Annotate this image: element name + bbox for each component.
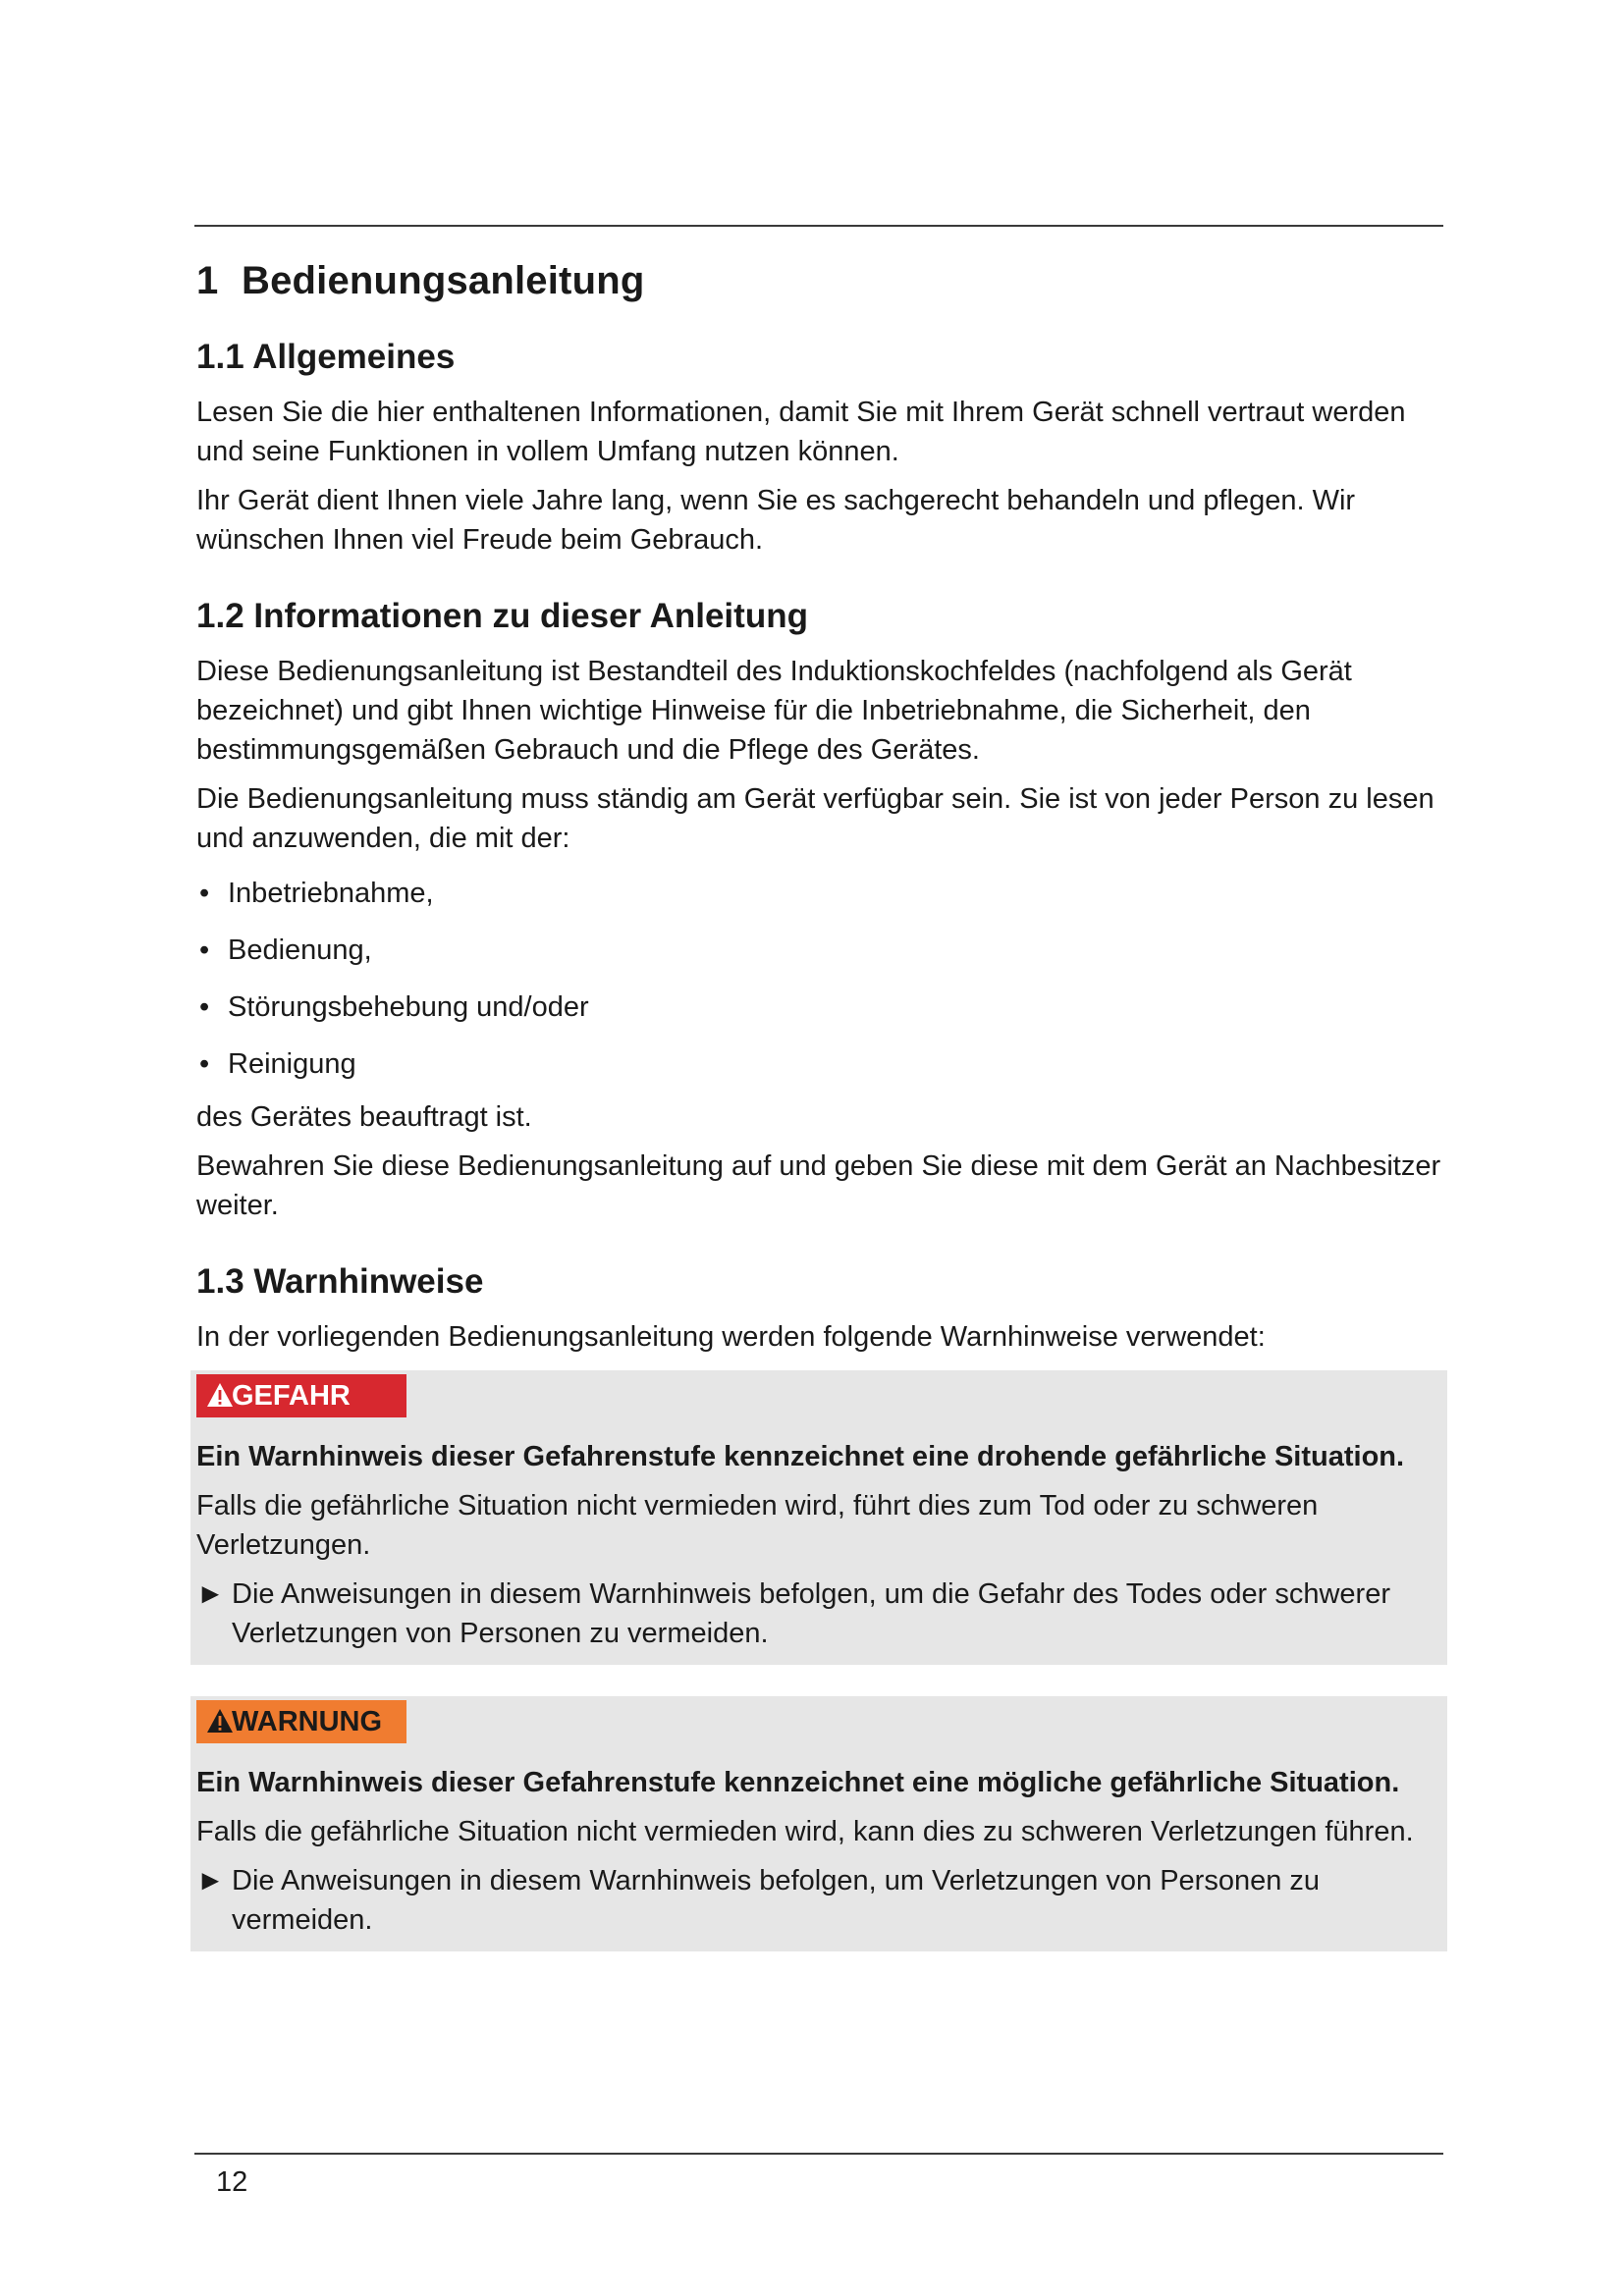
paragraph: des Gerätes beauftragt ist. — [196, 1101, 532, 1133]
list-item-text: Bedienung, — [228, 934, 372, 966]
paragraph: Die Bedienungsanleitung muss ständig am Gerät verfügbar sein. Sie ist von jeder Person zu lesen und anzuwenden, die mit der: — [196, 783, 1435, 854]
section-informationen — [196, 593, 1443, 1225]
instruction-text: Die Anweisungen in diesem Warnhinweis befolgen, um Verletzungen von Personen zu vermeiden. — [232, 1865, 1321, 1936]
warning-instruction — [196, 1861, 1441, 1940]
warning-triangle-icon — [206, 1382, 234, 1408]
arrow-right-icon: ► — [196, 1578, 225, 1610]
section-title: Allgemeines — [252, 338, 456, 376]
bullet-list — [196, 874, 1443, 1084]
paragraph: Diese Bedienungsanleitung ist Bestandteil des Induktionskochfeldes (nachfolgend als Gerät bezeichnet) und gibt Ihnen wichtige Hinweise für die Inbetriebnahme, die Sicherheit, den bestimmungsgemäßen Gebrauch und die Pflege des Gerätes. — [196, 656, 1352, 766]
section-title: Warnhinweise — [253, 1262, 484, 1301]
page-number: 12 — [216, 2166, 248, 2198]
section-heading-1-1 — [196, 334, 1443, 381]
warning-text: Falls die gefährliche Situation nicht vermieden wird, führt dies zum Tod oder zu schweren Verletzungen. — [196, 1490, 1319, 1561]
bullet-icon: • — [199, 934, 210, 966]
chapter-heading — [196, 253, 1443, 308]
warning-text: Falls die gefährliche Situation nicht vermieden wird, kann dies zu schweren Verletzungen führen. — [196, 1816, 1414, 1847]
list-item — [196, 1044, 1443, 1084]
bullet-icon: • — [199, 878, 210, 909]
section-warnhinweise — [196, 1258, 1443, 1951]
instruction-text: Die Anweisungen in diesem Warnhinweis befolgen, um die Gefahr des Todes oder schwerer Verletzungen von Personen zu vermeiden. — [232, 1578, 1390, 1649]
section-number: 1.2 — [196, 597, 244, 635]
section-heading-1-2 — [196, 593, 1443, 640]
section-allgemeines — [196, 334, 1443, 560]
chapter-number: 1 — [196, 259, 219, 302]
paragraph: In der vorliegenden Bedienungsanleitung werden folgende Warnhinweise verwendet: — [196, 1321, 1266, 1353]
chapter-title: Bedienungsanleitung — [242, 259, 645, 302]
list-item-text: Inbetriebnahme, — [228, 878, 434, 909]
footer-rule — [194, 2153, 1443, 2155]
section-number: 1.3 — [196, 1262, 244, 1301]
gefahr-badge — [196, 1374, 406, 1417]
paragraph: Lesen Sie die hier enthaltenen Informationen, damit Sie mit Ihrem Gerät schnell vertraut werden und seine Funktionen in vollem Umfang nutzen können. — [196, 397, 1406, 467]
warning-box-warnung — [190, 1696, 1447, 1951]
badge-label: GEFAHR — [232, 1380, 351, 1412]
paragraph: Bewahren Sie diese Bedienungsanleitung auf und geben Sie diese mit dem Gerät an Nachbesitzer weiter. — [196, 1150, 1441, 1221]
section-number: 1.1 — [196, 338, 244, 376]
badge-label: WARNUNG — [232, 1706, 383, 1737]
warning-heading: Ein Warnhinweis dieser Gefahrenstufe kennzeichnet eine drohende gefährliche Situation. — [196, 1441, 1405, 1472]
warning-heading: Ein Warnhinweis dieser Gefahrenstufe kennzeichnet eine mögliche gefährliche Situation. — [196, 1767, 1400, 1798]
list-item — [196, 988, 1443, 1027]
list-item — [196, 874, 1443, 913]
list-item — [196, 931, 1443, 970]
bullet-icon: • — [199, 991, 210, 1023]
page-content — [196, 253, 1443, 1951]
header-rule — [194, 225, 1443, 227]
arrow-right-icon: ► — [196, 1865, 225, 1896]
bullet-icon: • — [199, 1048, 210, 1080]
section-title: Informationen zu dieser Anleitung — [253, 597, 808, 635]
warning-instruction — [196, 1575, 1441, 1653]
warning-triangle-icon — [206, 1708, 234, 1734]
warning-box-gefahr — [190, 1370, 1447, 1665]
warnung-badge — [196, 1700, 406, 1743]
paragraph: Ihr Gerät dient Ihnen viele Jahre lang, wenn Sie es sachgerecht behandeln und pflegen. Wir wünschen Ihnen viel Freude beim Gebrauch. — [196, 485, 1356, 556]
section-heading-1-3 — [196, 1258, 1443, 1306]
list-item-text: Störungsbehebung und/oder — [228, 991, 589, 1023]
list-item-text: Reinigung — [228, 1048, 356, 1080]
